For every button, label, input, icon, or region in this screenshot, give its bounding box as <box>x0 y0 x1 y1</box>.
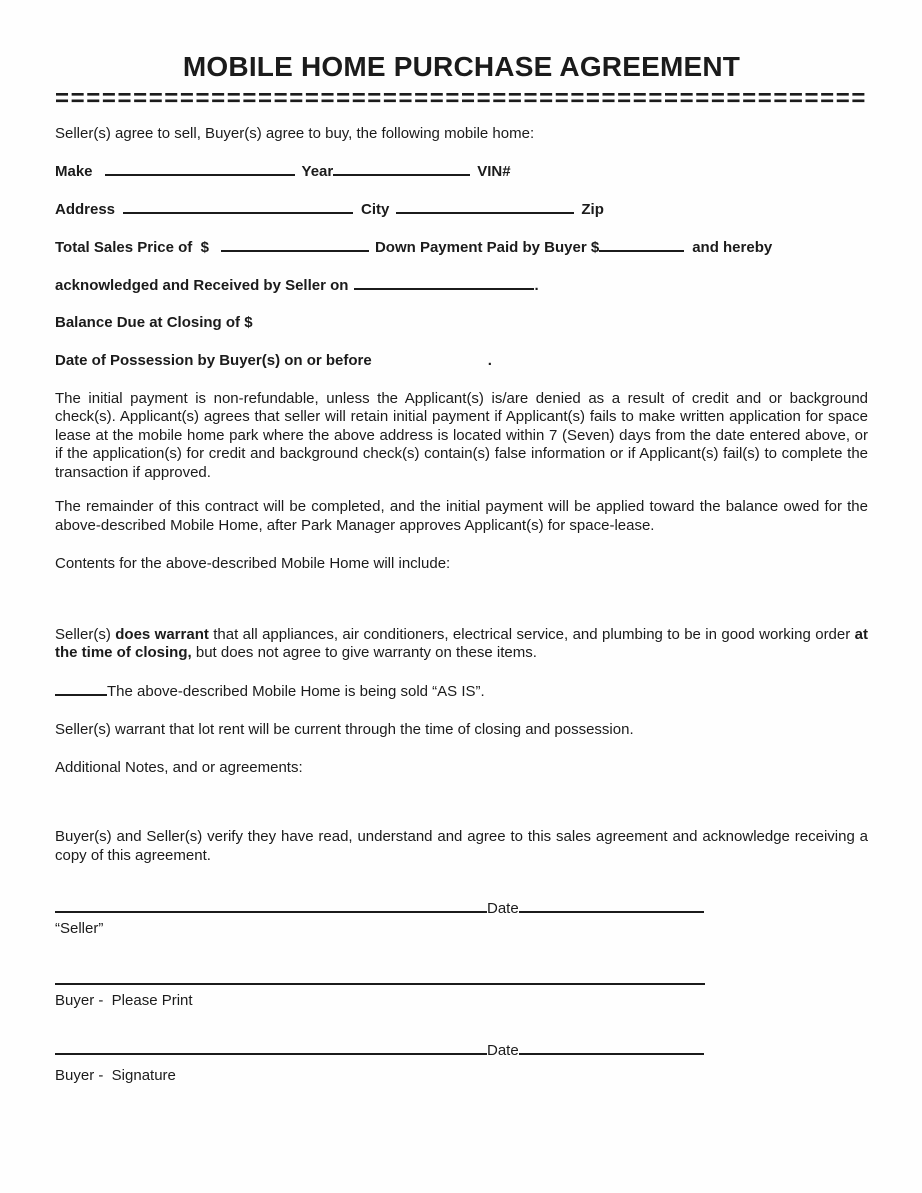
lot-rent-line: Seller(s) warrant that lot rent will be current through the time of closing and possession. <box>55 721 634 739</box>
initial-payment-paragraph: The initial payment is non-refundable, unless the Applicant(s) is/are denied as a result of credit and or background check(s). Applicant(s) agrees that seller will retain initial payment if Applicant(s) fails to make written application for space lease at the mobile home park where the above address is located within 7 (Seven) days from the date entered above, or if the application(s) for credit and background check(s) contain(s) false information or if Applicant(s) fail(s) to complete the transaction if approved. <box>55 389 868 481</box>
total-sales-price-label: Total Sales Price of $ <box>55 238 209 256</box>
seller-signature-line <box>55 897 487 913</box>
acknowledged-row <box>55 276 868 294</box>
buyer-signature-line <box>55 1039 487 1055</box>
buyer-print-caption: Buyer - Please Print <box>55 992 193 1010</box>
buyer-print-line <box>55 983 705 985</box>
price-downpayment-row <box>55 238 868 256</box>
make-year-vin-row <box>55 162 868 180</box>
vin-label: VIN# <box>477 162 511 180</box>
contents-line: Contents for the above-described Mobile Home will include: <box>55 555 451 573</box>
seller-signature-row <box>55 897 868 918</box>
as-is-text: The above-described Mobile Home is being sold “AS IS”. <box>107 682 485 700</box>
seller-caption: “Seller” <box>55 920 104 938</box>
acknowledged-label: acknowledged and Received by Seller on <box>55 276 349 294</box>
possession-date-row <box>55 351 868 369</box>
warranty-paragraph <box>55 626 868 663</box>
does-warrant-bold: does warrant <box>115 625 209 643</box>
balance-due-row <box>55 314 868 331</box>
year-field-blank <box>333 162 470 176</box>
possession-field-space <box>372 351 488 365</box>
buyer-signature-caption: Buyer - Signature <box>55 1067 176 1085</box>
total-price-field-blank <box>221 238 369 252</box>
and-hereby-text: and hereby <box>692 238 773 256</box>
verify-paragraph: Buyer(s) and Seller(s) verify they have read, understand and agree to this sales agreement and acknowledge receiving a copy of this agreement. <box>55 828 868 864</box>
separator-line: ==================================================== <box>55 87 868 112</box>
warranty-text-end: but does not agree to give warranty on these items. <box>191 644 537 662</box>
buyer-date-label: Date <box>487 1042 519 1060</box>
acknowledged-period: . <box>534 276 539 294</box>
address-field-blank <box>123 200 353 214</box>
received-date-field-blank <box>354 276 534 290</box>
warranty-text-start: Seller(s) <box>55 625 116 643</box>
remainder-paragraph: The remainder of this contract will be completed, and the initial payment will be applied toward the balance owed for the above-described Mobile Home, after Park Manager approves Applicant(s) for space-lease. <box>55 498 868 534</box>
balance-due-label: Balance Due at Closing of $ <box>55 313 253 331</box>
city-label: City <box>361 200 390 218</box>
buyer-signature-row <box>55 1039 868 1060</box>
as-is-line <box>55 682 868 702</box>
intro-text: Seller(s) agree to sell, Buyer(s) agree to buy, the following mobile home: <box>55 124 535 142</box>
seller-date-line <box>519 897 704 913</box>
address-label: Address <box>55 200 116 218</box>
time-of-closing-bold: at the time of closing, <box>55 625 868 662</box>
additional-notes-line: Additional Notes, and or agreements: <box>55 758 303 776</box>
make-field-blank <box>105 162 295 176</box>
possession-label: Date of Possession by Buyer(s) on or before <box>55 351 372 369</box>
page-title: MOBILE HOME PURCHASE AGREEMENT <box>182 51 741 82</box>
down-payment-label: Down Payment Paid by Buyer $ <box>374 238 600 256</box>
make-label: Make <box>55 162 93 180</box>
address-city-zip-row <box>55 200 868 218</box>
zip-label: Zip <box>581 200 604 218</box>
buyer-date-line <box>519 1039 704 1055</box>
possession-period: . <box>487 351 492 369</box>
warranty-text-middle: that all appliances, air conditioners, electrical service, and plumbing to be in good working order <box>208 625 855 643</box>
seller-date-label: Date <box>487 900 519 918</box>
as-is-initial-blank <box>55 682 107 696</box>
city-field-blank <box>396 200 574 214</box>
down-payment-field-blank <box>599 238 684 252</box>
year-label: Year <box>301 162 334 180</box>
